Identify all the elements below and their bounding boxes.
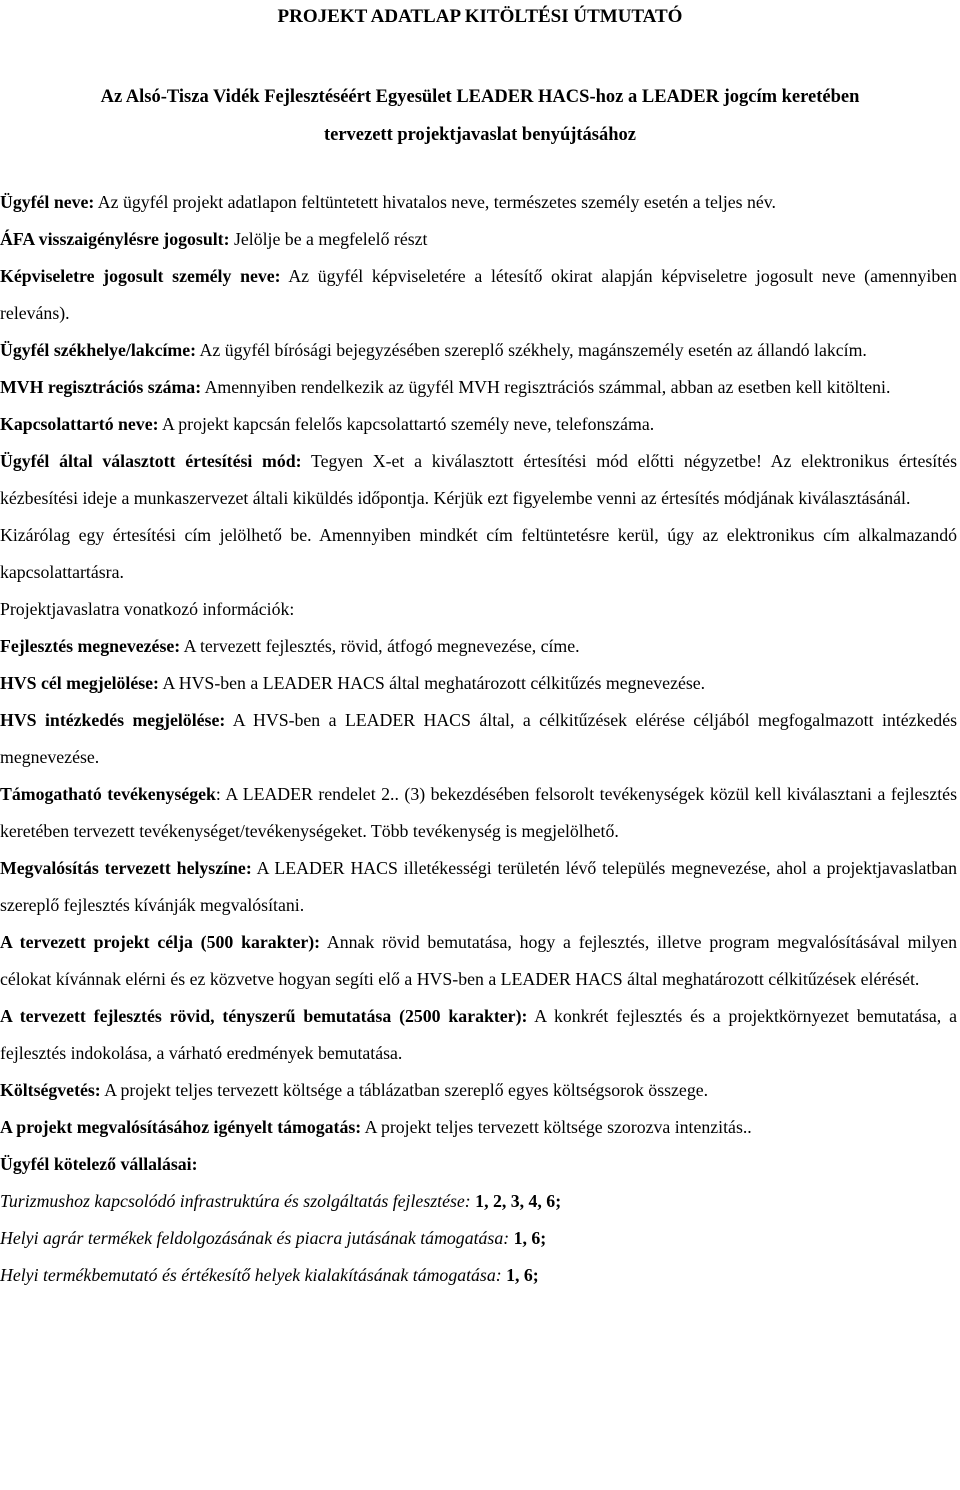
section-text: A konkrét fejlesztés és a projektkörnyezet bemutatása, a fejlesztés indokolása, a várható eredmények bemutatása. xyxy=(0,1006,957,1063)
subtitle-line-2: tervezett projektjavaslat benyújtásához xyxy=(323,125,637,145)
section-hvs-intezkedes xyxy=(0,702,957,776)
section-projekt-celja xyxy=(0,924,957,998)
section-text: Az ügyfél bírósági bejegyzésében szereplő székhely, magánszemély esetén az állandó lakcím. xyxy=(196,340,867,360)
section-ertesitesi-cim xyxy=(0,517,957,591)
section-text: Jelölje be a megfelelő részt xyxy=(229,229,428,249)
section-kapcsolattarto xyxy=(0,406,957,443)
section-text: A LEADER HACS illetékességi területén lévő település megnevezése, ahol a projektjavaslatban szereplő fejlesztés kívánják megvalósítani. xyxy=(0,858,958,915)
obligation-item xyxy=(0,1257,957,1294)
section-label: HVS intézkedés megjelölése: xyxy=(0,710,226,730)
section-label: A tervezett fejlesztés rövid, tényszerű bemutatása (2500 karakter): xyxy=(0,1006,528,1026)
section-label: Kapcsolattartó neve: xyxy=(0,414,159,434)
section-label: Fejlesztés megnevezése: xyxy=(0,636,181,656)
section-text: A projekt kapcsán felelős kapcsolattartó személy neve, telefonszáma. xyxy=(158,414,655,434)
section-label: ÁFA visszaigénylésre jogosult: xyxy=(0,229,230,249)
section-text: A HVS-ben a LEADER HACS által, a célkitűzések elérése céljából megfogalmazott intézkedés megnevezése. xyxy=(0,710,958,767)
obligation-item xyxy=(0,1183,957,1220)
section-label: Költségvetés: xyxy=(0,1080,101,1100)
obligation-codes: 1, 6; xyxy=(509,1228,547,1248)
section-helyszin xyxy=(0,850,957,924)
section-ugyfel-neve xyxy=(0,184,957,221)
section-text: Projektjavaslatra vonatkozó információk: xyxy=(0,599,295,619)
section-ertesitesi-mod xyxy=(0,443,957,517)
obligation-codes: 1, 6; xyxy=(501,1265,539,1285)
section-label: HVS cél megjelölése: xyxy=(0,673,159,693)
section-text: Kizárólag egy értesítési cím jelölhető be. Amennyiben mindkét cím feltüntetésre kerül, úgy az elektronikus cím alkalmazandó kapcsolattartásra. xyxy=(0,525,957,582)
section-label: Megvalósítás tervezett helyszíne: xyxy=(0,858,252,878)
document-body xyxy=(0,184,957,1294)
section-kotelezo-vallalasok xyxy=(0,1146,957,1183)
obligation-name: Helyi termékbemutató és értékesítő helyek kialakításának támogatása: xyxy=(0,1265,502,1285)
obligation-codes: 1, 2, 3, 4, 6; xyxy=(470,1191,562,1211)
obligation-name: Helyi agrár termékek feldolgozásának és piacra jutásának támogatása: xyxy=(0,1228,510,1248)
section-label: Ügyfél kötelező vállalásai: xyxy=(0,1154,198,1174)
section-szekhely xyxy=(0,332,957,369)
section-label: A tervezett projekt célja (500 karakter): xyxy=(0,932,321,952)
section-fejlesztes-megnevezese xyxy=(0,628,957,665)
section-mvh xyxy=(0,369,957,406)
section-label: MVH regisztrációs száma: xyxy=(0,377,202,397)
page-title: PROJEKT ADATLAP KITÖLTÉSI ÚTMUTATÓ xyxy=(277,6,683,27)
page-subtitle xyxy=(0,78,960,154)
section-text: Az ügyfél képviseletére a létesítő okirat alapján képviseletre jogosult neve (amennyiben releváns). xyxy=(0,266,958,323)
section-label: Ügyfél székhelye/lakcíme: xyxy=(0,340,197,360)
section-text: Annak rövid bemutatása, hogy a fejlesztés, illetve program megvalósításával milyen célokat kívánnak elérni és ez közvetve hogyan segíti elő a HVS-ben a LEADER HACS által meghatározott célkitűzések elérését. xyxy=(0,932,957,989)
obligation-item xyxy=(0,1220,957,1257)
section-text: Az ügyfél projekt adatlapon feltüntetett hivatalos neve, természetes személy esetén a teljes név. xyxy=(94,192,776,212)
section-tamogathato-tevekenysegek xyxy=(0,776,957,850)
section-label: A projekt megvalósításához igényelt támogatás: xyxy=(0,1117,362,1137)
section-text: : A LEADER rendelet 2.. (3) bekezdésében felsorolt tevékenységek közül kell kiválasztani a fejlesztés keretében tervezett tevékenységet/tevékenységeket. Több tevékenység is megjelölhető. xyxy=(0,784,957,841)
section-koltsegvetes xyxy=(0,1072,957,1109)
section-igenyelt-tamogatas xyxy=(0,1109,957,1146)
section-kepviselet xyxy=(0,258,957,332)
section-text: Amennyiben rendelkezik az ügyfél MVH regisztrációs számmal, abban az esetben kell kitölteni. xyxy=(201,377,891,397)
section-text: A HVS-ben a LEADER HACS által meghatározott célkitűzés megnevezése. xyxy=(158,673,706,693)
obligation-name: Turizmushoz kapcsolódó infrastruktúra és szolgáltatás fejlesztése: xyxy=(0,1191,471,1211)
section-label: Támogatható tevékenységek xyxy=(0,784,216,804)
section-label: Képviseletre jogosult személy neve: xyxy=(0,266,281,286)
section-label: Ügyfél által választott értesítési mód: xyxy=(0,451,302,471)
section-text: A projekt teljes tervezett költsége a táblázatban szereplő egyes költségsorok összege. xyxy=(100,1080,709,1100)
section-projektjavaslat-info xyxy=(0,591,957,628)
section-text: A projekt teljes tervezett költsége szorozva intenzitás.. xyxy=(361,1117,752,1137)
subtitle-line-1: Az Alsó-Tisza Vidék Fejlesztéséért Egyesület LEADER HACS-hoz a LEADER jogcím keretében xyxy=(100,87,860,107)
section-afa xyxy=(0,221,957,258)
section-fejlesztes-bemutatasa xyxy=(0,998,957,1072)
section-text: Tegyen X-et a kiválasztott értesítési mód előtti négyzetbe! Az elektronikus értesítés kézbesítési ideje a munkaszervezet általi kiküldés időpontja. Kérjük ezt figyelembe venni az értesítés módjának kiválasztásánál. xyxy=(0,451,957,508)
section-hvs-cel xyxy=(0,665,957,702)
section-label: Ügyfél neve: xyxy=(0,192,95,212)
section-text: A tervezett fejlesztés, rövid, átfogó megnevezése, címe. xyxy=(180,636,580,656)
